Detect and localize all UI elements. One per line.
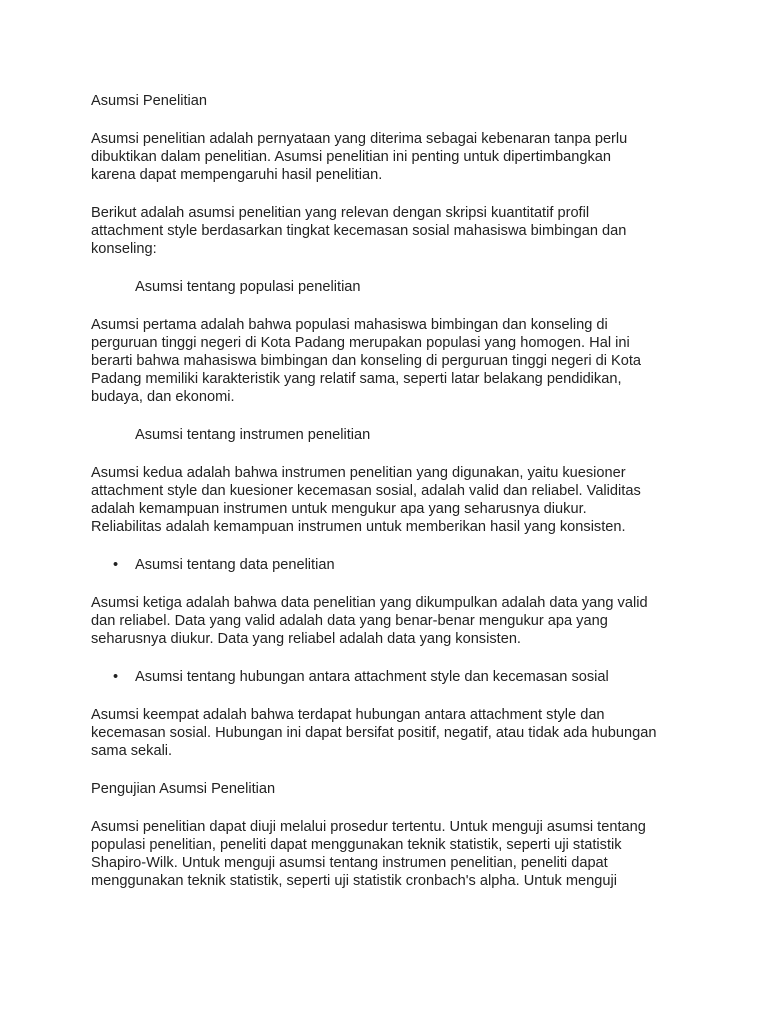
text-line: budaya, dan ekonomi. [91, 389, 235, 405]
bullet-item-data [91, 556, 691, 574]
text-line: Asumsi keempat adalah bahwa terdapat hubungan antara attachment style dan [91, 707, 605, 723]
testing-title: Pengujian Asumsi Penelitian [91, 781, 276, 797]
section-heading-populasi: Asumsi tentang populasi penelitian [135, 279, 361, 295]
document-page [91, 92, 691, 910]
section-heading-data: Asumsi tentang data penelitian [135, 557, 335, 573]
text-line: kecemasan sosial. Hubungan ini dapat bersifat positif, negatif, atau tidak ada hubungan [91, 725, 657, 741]
text-line: Asumsi pertama adalah bahwa populasi mahasiswa bimbingan dan konseling di [91, 317, 608, 333]
text-line: dibuktikan dalam penelitian. Asumsi penelitian ini penting untuk dipertimbangkan [91, 149, 612, 165]
bullet-icon: • [113, 557, 119, 573]
text-line: attachment style dan kuesioner kecemasan sosial, adalah valid dan reliabel. Validitas [91, 483, 641, 499]
text-line: menggunakan teknik statistik, seperti uji statistik cronbach's alpha. Untuk menguji [91, 873, 617, 889]
section-heading-instrumen: Asumsi tentang instrumen penelitian [135, 427, 371, 443]
text-line: Padang memiliki karakteristik yang relatif sama, seperti latar belakang pendidikan, [91, 371, 622, 387]
text-line: Shapiro-Wilk. Untuk menguji asumsi tentang instrumen penelitian, peneliti dapat [91, 855, 608, 871]
text-line: seharusnya diukur. Data yang reliabel adalah data yang konsisten. [91, 631, 521, 647]
text-line: Reliabilitas adalah kemampuan instrumen untuk memberikan hasil yang konsisten. [91, 519, 626, 535]
text-line: konseling: [91, 241, 157, 257]
section-body-populasi [91, 316, 691, 406]
text-line: populasi penelitian, peneliti dapat menggunakan teknik statistik, seperti uji statistik [91, 837, 622, 853]
text-line: Berikut adalah asumsi penelitian yang relevan dengan skripsi kuantitatif profil [91, 205, 590, 221]
text-line: Asumsi kedua adalah bahwa instrumen penelitian yang digunakan, yaitu kuesioner [91, 465, 626, 481]
text-line: Asumsi penelitian dapat diuji melalui prosedur tertentu. Untuk menguji asumsi tentang [91, 819, 646, 835]
text-line: sama sekali. [91, 743, 173, 759]
section-body-instrumen [91, 464, 691, 536]
text-line: attachment style berdasarkan tingkat kecemasan sosial mahasiswa bimbingan dan [91, 223, 627, 239]
text-line: perguruan tinggi negeri di Kota Padang merupakan populasi yang homogen. Hal ini [91, 335, 630, 351]
bullet-item-hubungan [91, 668, 691, 686]
bullet-icon: • [113, 669, 119, 685]
lead-paragraph [91, 204, 691, 258]
text-line: Asumsi ketiga adalah bahwa data penelitian yang dikumpulkan adalah data yang valid [91, 595, 648, 611]
text-line: karena dapat mempengaruhi hasil penelitian. [91, 167, 383, 183]
text-line: berarti bahwa mahasiswa bimbingan dan konseling di perguruan tinggi negeri di Kota [91, 353, 642, 369]
section-body-hubungan [91, 706, 691, 760]
text-line: Asumsi penelitian adalah pernyataan yang diterima sebagai kebenaran tanpa perlu [91, 131, 628, 147]
testing-paragraph [91, 818, 691, 890]
section-body-data [91, 594, 691, 648]
document-title: Asumsi Penelitian [91, 93, 207, 109]
text-line: adalah kemampuan instrumen untuk mengukur apa yang seharusnya diukur. [91, 501, 587, 517]
intro-paragraph [91, 130, 691, 184]
text-line: dan reliabel. Data yang valid adalah data yang benar-benar mengukur apa yang [91, 613, 608, 629]
section-heading-hubungan: Asumsi tentang hubungan antara attachment style dan kecemasan sosial [135, 669, 609, 685]
